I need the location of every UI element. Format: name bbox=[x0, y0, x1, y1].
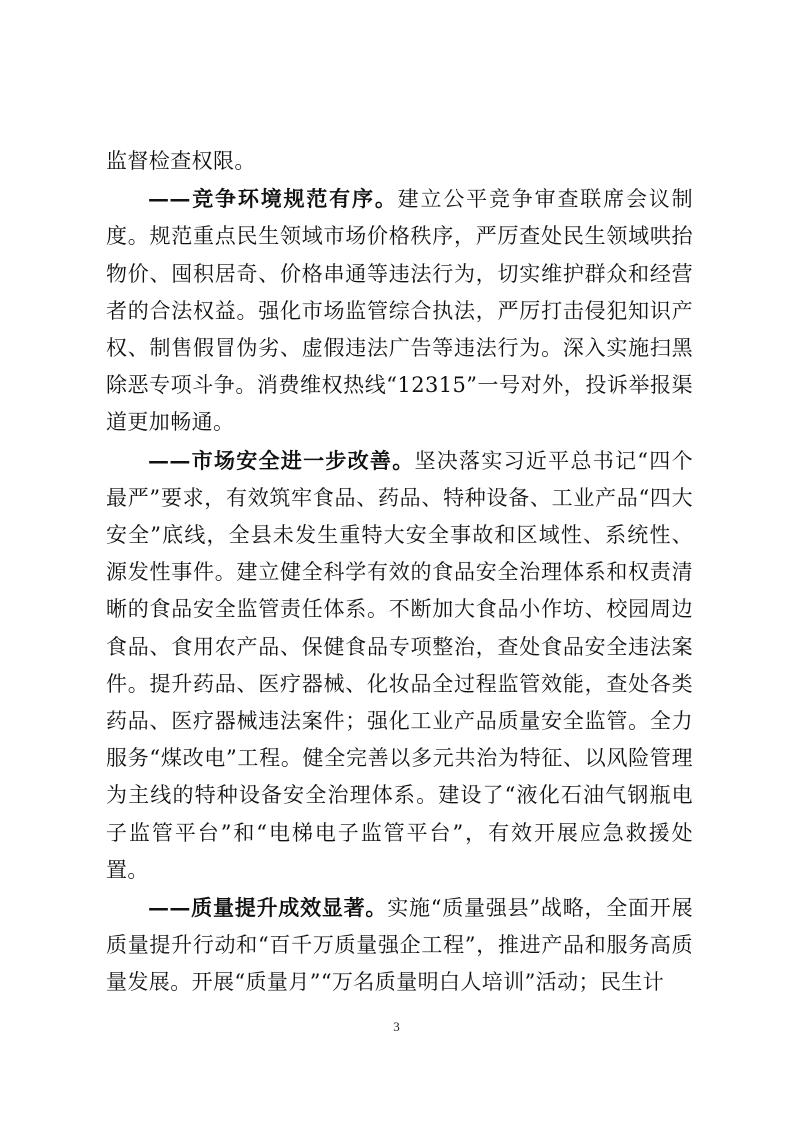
paragraph-market-safety-text: 坚决落实习近平总书记“四个最严”要求，有效筑牢食品、药品、特种设备、工业产品“四大安全”底线，全县未发生重特大安全事故和区域性、系统性、源发性事件。建立健全科学有效的食品安全治理体系和权责清晰的食品安全监管责任体系。不断加大食品小作坊、校园周边食品、食用农产品、保健食品专项整治，查处食品安全违法案件。提升药品、医疗器械、化妆品全过程监管效能，查处各类药品、医疗器械违法案件；强化工业产品质量安全监管。全力服务“煤改电”工程。健全完善以多元共治为特征、以风险管理为主线的特种设备安全治理体系。建设了“液化石油气钢瓶电子监管平台”和“电梯电子监管平台”，有效开展应急救援处置。 bbox=[106, 448, 693, 882]
paragraph-quality-text: 实施“质量强县”战略，全面开展质量提升行动和“百千万质量强企工程”，推进产品和服务高质量发展。开展“质量月”“万名质量明白人培训”活动；民生计 bbox=[106, 896, 693, 995]
paragraph-market-safety bbox=[106, 442, 693, 889]
body-text bbox=[106, 142, 693, 1002]
paragraph-quality-heading: ——质量提升成效显著。 bbox=[148, 895, 388, 921]
page-number: 3 bbox=[393, 1019, 400, 1034]
paragraph-market-safety-heading: ——市场安全进一步改善。 bbox=[148, 447, 415, 473]
paragraph-competition-text: 建立公平竞争审查联席会议制度。规范重点民生领域市场价格秩序，严厉查处民生领域哄抬物价、囤积居奇、价格串通等违法行为，切实维护群众和经营者的合法权益。强化市场监管综合执法，严厉打击侵犯知识产权、制售假冒伪劣、虚假违法广告等违法行为。深入实施扫黑除恶专项斗争。消费维权热线“12315”一号对外，投诉举报渠道更加畅通。 bbox=[106, 187, 693, 435]
paragraph-quality bbox=[106, 889, 693, 1002]
paragraph-competition-heading: ——竞争环境规范有序。 bbox=[148, 186, 398, 212]
paragraph-1 bbox=[106, 142, 693, 180]
paragraph-competition bbox=[106, 180, 693, 441]
paragraph-1-text: 监督检查权限。 bbox=[106, 149, 256, 173]
